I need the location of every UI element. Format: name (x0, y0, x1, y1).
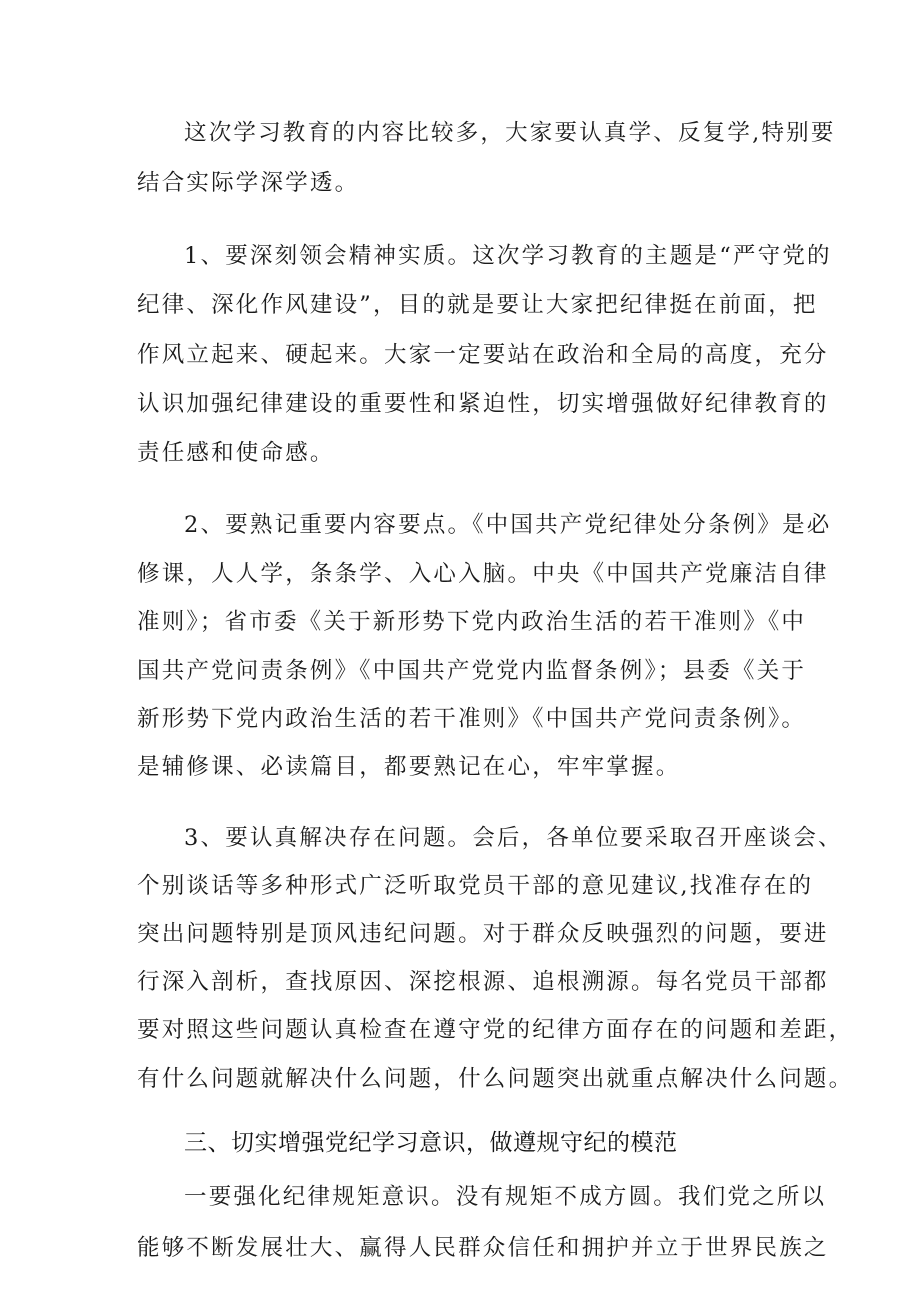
paragraph-line: 这次学习教育的内容比较多，大家要认真学、反复学,特别要 (184, 120, 836, 146)
paragraph-line: 修课，人人学，条条学、入心入脑。中央《中国共产党廉洁自律 (137, 561, 829, 587)
paragraph-line: 新形势下党内政治生活的若干准则》《中国共产党问责条例》。 (137, 706, 807, 732)
paragraph-line: 突出问题特别是顶风违纪问题。对于群众反映强烈的问题，要进 (137, 921, 829, 947)
paragraph-line: 是辅修课、必读篇目，都要熟记在心，牢牢掌握。 (137, 754, 681, 780)
paragraph-line: 纪律、深化作风建设”，目的就是要让大家把纪律挺在前面，把 (137, 292, 818, 318)
paragraph-line: 作风立起来、硬起来。大家一定要站在政治和全局的高度，充分 (137, 342, 829, 368)
paragraph-line: 要对照这些问题认真检查在遵守党的纪律方面存在的问题和差距， (137, 1017, 854, 1043)
paragraph-line: 1、要深刻领会精神实质。这次学习教育的主题是“严守党的 (184, 243, 832, 269)
paragraph-line: 准则》；省市委《关于新形势下党内政治生活的若干准则》《中 (137, 609, 807, 635)
paragraph-line: 2、要熟记重要内容要点。《中国共产党纪律处分条例》是必 (184, 512, 832, 538)
paragraph-line: 责任感和使命感。 (137, 440, 335, 466)
paragraph-line: 结合实际学深学透。 (137, 170, 360, 196)
paragraph-line: 个别谈话等多种形式广泛听取党员干部的意见建议,找准存在的 (137, 873, 814, 899)
paragraph-line: 有什么问题就解决什么问题，什么问题突出就重点解决什么问题。 (137, 1066, 854, 1092)
paragraph-line: 国共产党问责条例》《中国共产党党内监督条例》；县委《关于 (137, 658, 807, 684)
paragraph-line: 行深入剖析，查找原因、深挖根源、追根溯源。每名党员干部都 (137, 969, 829, 995)
paragraph-line: 3、要认真解决存在问题。会后，各单位要采取召开座谈会、 (184, 825, 843, 851)
section-heading: 三、切实增强党纪学习意识，做遵规守纪的模范 (184, 1130, 678, 1156)
paragraph-line: 能够不断发展壮大、赢得人民群众信任和拥护并立于世界民族之 (137, 1235, 829, 1261)
paragraph-line: 认识加强纪律建设的重要性和紧迫性，切实增强做好纪律教育的 (137, 391, 829, 417)
paragraph-line: 一要强化纪律规矩意识。没有规矩不成方圆。我们党之所以 (184, 1184, 827, 1210)
